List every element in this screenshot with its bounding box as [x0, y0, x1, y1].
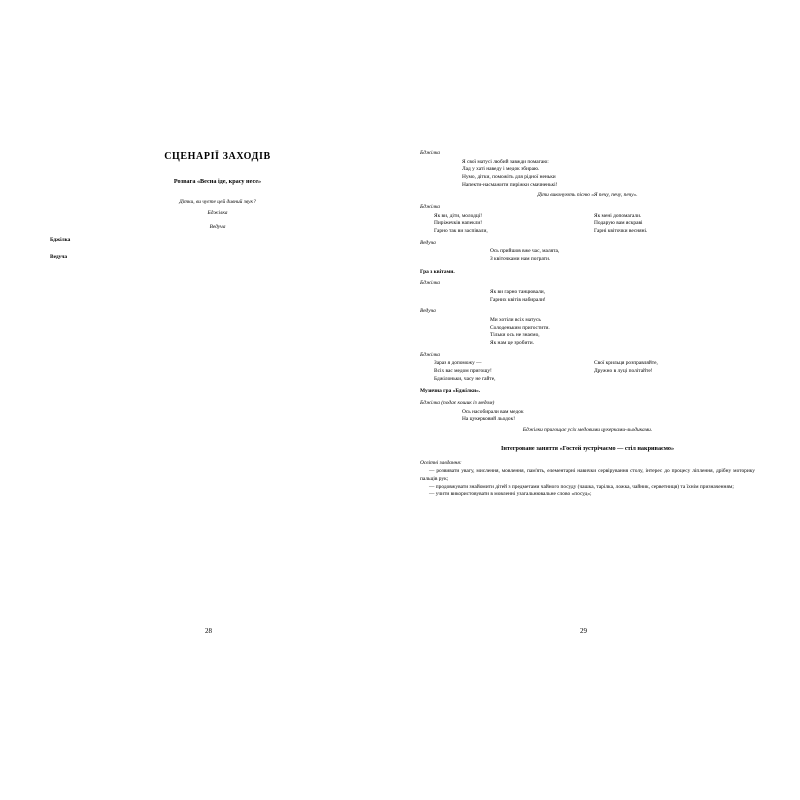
speaker-label: Бджілка — [420, 150, 440, 156]
section-title: Розвага «Весна іде, красу несе» — [173, 178, 262, 186]
page-number-left: 28 — [205, 627, 212, 635]
verse-line: Гарно так ви заспівали, — [434, 228, 488, 235]
verse-two-column — [434, 360, 755, 383]
verse-line: На цукерковий льодок! — [462, 416, 516, 423]
verse-line: Ми хотіли всіх матусь — [490, 317, 541, 324]
verse-line: Бджілоньки, часу не гайте, — [434, 375, 496, 382]
stage-direction: Дітки, ви чуєте цей дивний звук? — [179, 198, 256, 205]
right-page — [420, 150, 755, 499]
speaker-label: Бджілка — [420, 351, 440, 358]
game-heading: Бджілка — [50, 237, 71, 243]
left-page — [50, 150, 385, 265]
verse-line: Всіх вас медом пригощу! — [434, 368, 492, 375]
page-number-right: 29 — [580, 627, 587, 635]
speaker-label: Ведуча — [420, 239, 436, 246]
verse-line: Подарую вам яскраві — [594, 220, 643, 227]
verse-block — [490, 248, 755, 263]
verse-line: Ось насобирали вам медок — [462, 408, 524, 415]
speaker-label: Бджілка — [420, 204, 440, 211]
verse-column-right — [594, 213, 754, 236]
verse-column-left — [434, 213, 594, 236]
verse-line: Тільки ось не знаємо, — [490, 332, 540, 339]
game-heading: Ведуча — [50, 253, 68, 260]
verse-line: Як нам це зробити. — [490, 340, 534, 347]
stage-direction: Бджілка — [207, 209, 228, 216]
verse-line: Дружно в луці політайте! — [594, 368, 653, 375]
verse-line: Як ви, діти, молодці! — [434, 212, 483, 219]
verse-line: Зараз я допоможу — — [434, 360, 482, 367]
speaker-label: Бджілка — [420, 280, 440, 287]
verse-block — [490, 289, 755, 304]
verse-column-left — [434, 360, 594, 383]
verse-two-column — [434, 213, 755, 236]
game-heading: Гра з квітами. — [420, 268, 455, 275]
verse-line: Як мені допомагали. — [594, 212, 642, 219]
verse-block — [462, 159, 755, 190]
speaker-label: Бджілка (подає кошик із медом) — [420, 400, 495, 407]
stage-direction: Діти виконують пісню «Я печу, печу, печу». — [537, 192, 638, 199]
verse-line: Напекти-насмажити пиріжки смачненькі! — [462, 181, 558, 188]
lesson-title: Інтегроване заняття «Гостей зустрічаємо — стіл накриваємо» — [500, 444, 675, 452]
page-title: СЦЕНАРІЇ ЗАХОДІВ — [164, 151, 271, 162]
verse-line: Пиріжечків напекли! — [434, 220, 483, 227]
stage-direction: Бджілки пригощає усіх медовими цукерками-льодиками. — [522, 427, 653, 434]
speaker-label: Ведуча — [420, 308, 436, 315]
objective-item: — продовжувати знайомити дітей з предметами чайного посуду (чашка, тарілка, ложка, чайник, серветниця) та їхнім призначенням; — [429, 483, 734, 490]
objective-item: — учити використовувати в мовленні узагальнювальне слово «посуд»; — [429, 491, 592, 498]
verse-line: Лад у хаті наведу і медок збираю. — [462, 166, 540, 173]
verse-block — [490, 317, 755, 348]
verse-line: Свої крильця розправляйте, — [594, 360, 658, 367]
objectives-heading: Освітні завдання: — [420, 459, 462, 466]
verse-line: З квіточками нам пограти. — [490, 256, 551, 263]
verse-line: Гарних квітів набирали! — [490, 296, 546, 303]
verse-line: Ось прийшов вже час, малята, — [490, 248, 560, 255]
objective-item: — розвивати увагу, мислення, мовлення, пам'ять, елементарні навички сервірування столу, інтерес до процесу ліплення, дрібну моторику пальців рук; — [420, 468, 755, 482]
verse-line: Нумо, дітки, поможіть для рідної неньки — [462, 174, 556, 181]
stage-direction: Ведуча — [209, 224, 226, 231]
verse-line: Як ви гарно танцювали, — [490, 289, 546, 296]
game-heading: Музична гра «Бджілки». — [420, 388, 481, 395]
verse-line: Гарні квіточки весняні. — [594, 228, 648, 235]
verse-line: Я свої матусі любий завжди помагаю: — [462, 158, 549, 165]
verse-block — [462, 409, 755, 424]
verse-column-right — [594, 360, 754, 383]
verse-line: Солоденьким пригостити. — [490, 324, 550, 331]
